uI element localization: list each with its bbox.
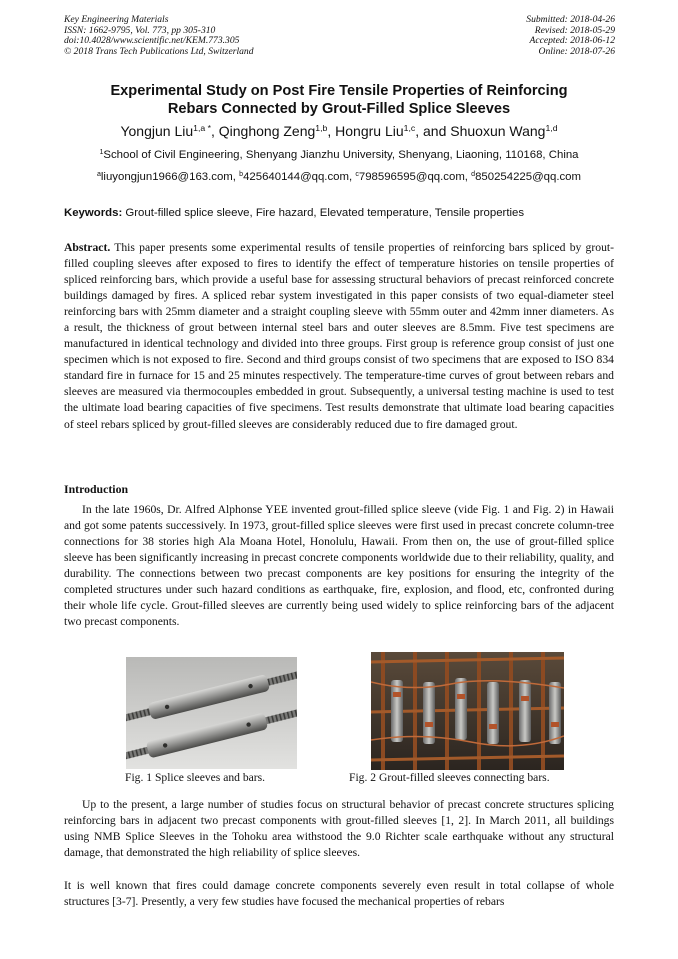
journal-info	[64, 15, 254, 57]
email-link[interactable]: 798596595@qq.com,	[358, 171, 468, 183]
paper-title	[40, 82, 638, 118]
abstract	[64, 240, 614, 433]
author-name: Hongru Liu	[335, 123, 404, 139]
journal-issn: ISSN: 1662-9795, Vol. 773, pp 305-310	[64, 24, 216, 36]
keywords-label: Keywords:	[64, 207, 123, 219]
affiliation	[40, 148, 638, 162]
author-name: Qinghong Zeng	[218, 123, 316, 139]
date-accepted: Accepted: 2018-06-12	[529, 35, 615, 47]
email-mark: b	[239, 171, 244, 179]
journal-copyright: © 2018 Trans Tech Publications Ltd, Switzerland	[64, 45, 254, 57]
title-line-2: Rebars Connected by Grout-Filled Splice Sleeves	[167, 101, 511, 117]
email-mark: c	[355, 171, 359, 179]
submission-dates	[526, 15, 615, 57]
journal-name: Key Engineering Materials	[64, 14, 169, 25]
email-link[interactable]: 425640144@qq.com,	[243, 171, 353, 183]
author-affil-mark: 1,c	[403, 123, 416, 134]
introduction-paragraph-2: Up to the present, a large number of studies focus on structural behavior of precast concrete structures splicing reinforcing bars in adjacent two precast components with grout-filled sleeves [1, 2]. In March 2011, all buildings using NMB Splice Sleeves in the Tohoku area withstood the 9.0 Richter scale earthquake without any structural damage, that demonstrated the high reliability of splice sleeves.	[64, 798, 614, 860]
keywords	[64, 206, 616, 220]
email-list	[40, 170, 638, 184]
title-line-1: Experimental Study on Post Fire Tensile Properties of Reinforcing	[110, 83, 568, 99]
date-online: Online: 2018-07-26	[538, 45, 615, 57]
email-link[interactable]: 850254225@qq.com	[475, 171, 582, 183]
keywords-text: Grout-filled splice sleeve, Fire hazard, Elevated temperature, Tensile properties	[125, 207, 525, 219]
author-affil-mark: 1,d	[545, 123, 558, 134]
journal-doi: doi:10.4028/www.scientific.net/KEM.773.305	[64, 35, 240, 47]
section-heading-introduction: Introduction	[64, 482, 129, 496]
date-submitted: Submitted: 2018-04-26	[526, 14, 615, 25]
author-affil-mark: 1,b	[315, 123, 328, 134]
author-affil-mark: 1,a *	[193, 123, 211, 134]
abstract-text: This paper presents some experimental results of tensile properties of reinforcing bars spliced by grout-filled coupling sleeves after exposed to fires to identify the effect of temperature histories on tensile properties of spliced reinforcing bars, which provide a useful base for assessing structural behaviors of precast reinforced concrete buildings damaged by fires. A spliced rebar system investigated in this paper consists of two equal-diameter steel reinforcing bars with 25mm diameter and a straight coupling sleeve with 55mm outer and 42mm inner diameters. As a result, the thickness of grout between internal steel bars and outer sleeves are 8.5mm. Five test specimens are manufactured in identical technology and divided into three groups. First group is reference group consist of just one specimen which is not exposed to fire. Second and third groups consist of two specimens that are exposed to ISO 834 standard fire in furnace for 15 and 25 minutes respectively. The temperature-time curves of grout between rebars and sleeves are measured via thermocouples embedded in grout. Subsequently, a universal testing machine is used to test the ultimate load bearing capacities of five specimens. Test results demonstrate that ultimate load bearing capacities of steel rebars spliced by grout-filled sleeves are considerably reduced due to fire damaged grout.	[64, 241, 614, 431]
abstract-label: Abstract.	[64, 241, 111, 254]
introduction-paragraph-1: In the late 1960s, Dr. Alfred Alphonse YEE invented grout-filled splice sleeve (vide Fig. 1 and Fig. 2) in Hawaii and got some patents successively. In 1973, grout-filled splice sleeves were first used in precast concrete column-tree connections for 38 stories high Ala Moana Hotel, Honolulu, Hawaii. From then on, the use of grout-filled splice sleeve has been significantly increasing in precast concrete components worldwide due to their reliability, quality, and durability. The connections between two precast components are key positions for ensuring the integrity of the completed structures under such hazard conditions as earthquake, fire, explosion, and flood, etc, confronted during their whole life cycle. Grout-filled sleeves are currently being used widely to splice reinforcing bars of the adjacent two precast components.	[64, 503, 614, 629]
figure-1-caption: Fig. 1 Splice sleeves and bars.	[125, 771, 266, 784]
email-mark: d	[471, 171, 476, 179]
figure-2-image	[371, 652, 564, 770]
author-name: and Shuoxun Wang	[423, 123, 546, 139]
affiliation-mark: 1	[99, 149, 104, 157]
email-link[interactable]: liuyongjun1966@163.com,	[100, 171, 236, 183]
figure-1-image	[126, 657, 297, 769]
affiliation-text: School of Civil Engineering, Shenyang Jianzhu University, Shenyang, Liaoning, 110168, China	[103, 149, 579, 161]
email-mark: a	[96, 171, 101, 179]
date-revised: Revised: 2018-05-29	[534, 24, 615, 36]
introduction-paragraph-3: It is well known that fires could damage concrete components severely even result in total collapse of whole structures [3-7]. Presently, a very few studies have focused the mechanical properties of rebars	[64, 879, 614, 909]
author-name: Yongjun Liu	[120, 123, 194, 139]
author-list: Yongjun Liu$^{1,a *}$, Qinghong Zeng$^{1,b}$, Hongru Liu$^{1,c}$, and Shuoxun Wang$^{1,d}$	[120, 123, 558, 139]
figure-2-caption: Fig. 2 Grout-filled sleeves connecting bars.	[349, 771, 550, 784]
